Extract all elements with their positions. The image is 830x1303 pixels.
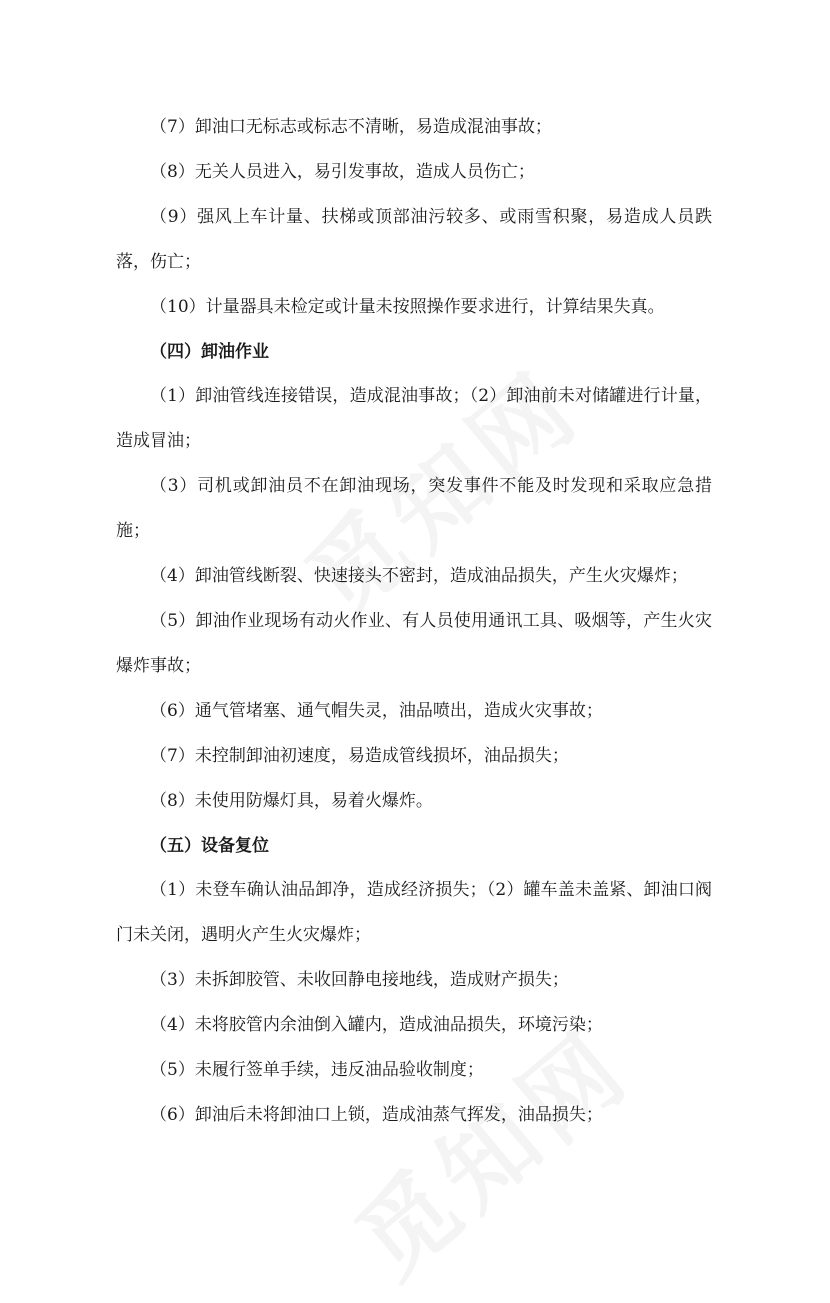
list-item: （6）卸油后未将卸油口上锁，造成油蒸气挥发，油品损失； [150,1104,603,1125]
section-heading: （五）设备复位 [150,835,269,856]
list-item: （3）司机或卸油员不在卸油现场，突发事件不能及时发现和采取应急措施； [116,476,712,542]
list-item: （7）卸油口无标志或标志不清晰，易造成混油事故； [150,117,552,137]
list-item: （5）卸油作业现场有动火作业、有人员使用通讯工具、吸烟等，产生火灾爆炸事故； [116,610,712,676]
list-item: （10）计量器具未检定或计量未按照操作要求进行，计算结果失真。 [150,296,665,317]
list-item: （8）无关人员进入，易引发事故，造成人员伤亡； [150,161,535,182]
document-body [116,105,712,1138]
list-item: （9）强风上车计量、扶梯或顶部油污较多、或雨雪积聚，易造成人员跌落，伤亡； [116,206,712,272]
list-item: （7）未控制卸油初速度，易造成管线损坏，油品损失； [150,745,569,766]
list-item: （4）卸油管线断裂、快速接头不密封，造成油品损失，产生火灾爆炸； [150,566,688,587]
section-heading: （四）卸油作业 [150,341,269,362]
list-item: （4）未将胶管内余油倒入罐内，造成油品损失，环境污染； [150,1015,603,1036]
list-item: （5）未履行签单手续，违反油品验收制度； [150,1060,484,1081]
list-item: （8）未使用防爆灯具，易着火爆炸。 [150,790,433,811]
list-item: （1）卸油管线连接错误，造成混油事故；（2）卸油前未对储罐进行计量，造成冒油； [116,386,712,452]
list-item: （6）通气管堵塞、通气帽失灵，油品喷出，造成火灾事故； [150,700,603,721]
list-item: （1）未登车确认油品卸净，造成经济损失；（2）罐车盖未盖紧、卸油口阀门未关闭，遇明火产生火灾爆炸； [116,880,712,946]
list-item: （3）未拆卸胶管、未收回静电接地线，造成财产损失； [150,970,569,991]
